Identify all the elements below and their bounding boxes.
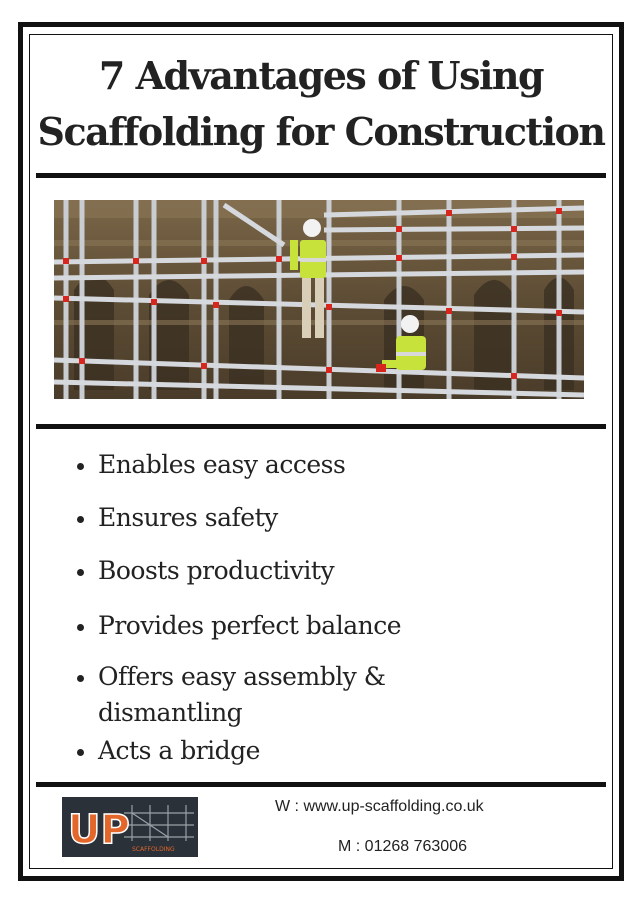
list-item: Enables easy access <box>76 446 401 484</box>
page-title <box>36 48 606 160</box>
list-item: Acts a bridge <box>76 732 401 770</box>
list-item: Ensures safety <box>76 499 401 537</box>
scaffolding-illustration <box>54 200 584 399</box>
title-line-1: 7 Advantages of Using <box>98 53 544 98</box>
advantages-list <box>76 446 401 770</box>
mobile-contact: M : 01268 763006 <box>338 838 467 855</box>
website-contact: W : www.up-scaffolding.co.uk <box>275 798 484 815</box>
list-item-continuation: dismantling <box>98 698 243 727</box>
up-scaffolding-logo-icon <box>62 797 198 857</box>
list-item: Provides perfect balance <box>76 607 401 645</box>
svg-text:UP: UP <box>68 807 130 853</box>
list-item: Boosts productivity <box>76 552 401 590</box>
list-item: Offers easy assembly & <box>76 658 401 696</box>
divider-top <box>36 173 606 178</box>
company-logo <box>62 797 198 857</box>
title-line-2: Scaffolding for Construction <box>37 109 605 154</box>
scaffolding-photo <box>54 200 584 399</box>
divider-middle <box>36 424 606 429</box>
svg-text:SCAFFOLDING: SCAFFOLDING <box>132 846 175 853</box>
divider-bottom <box>36 782 606 787</box>
